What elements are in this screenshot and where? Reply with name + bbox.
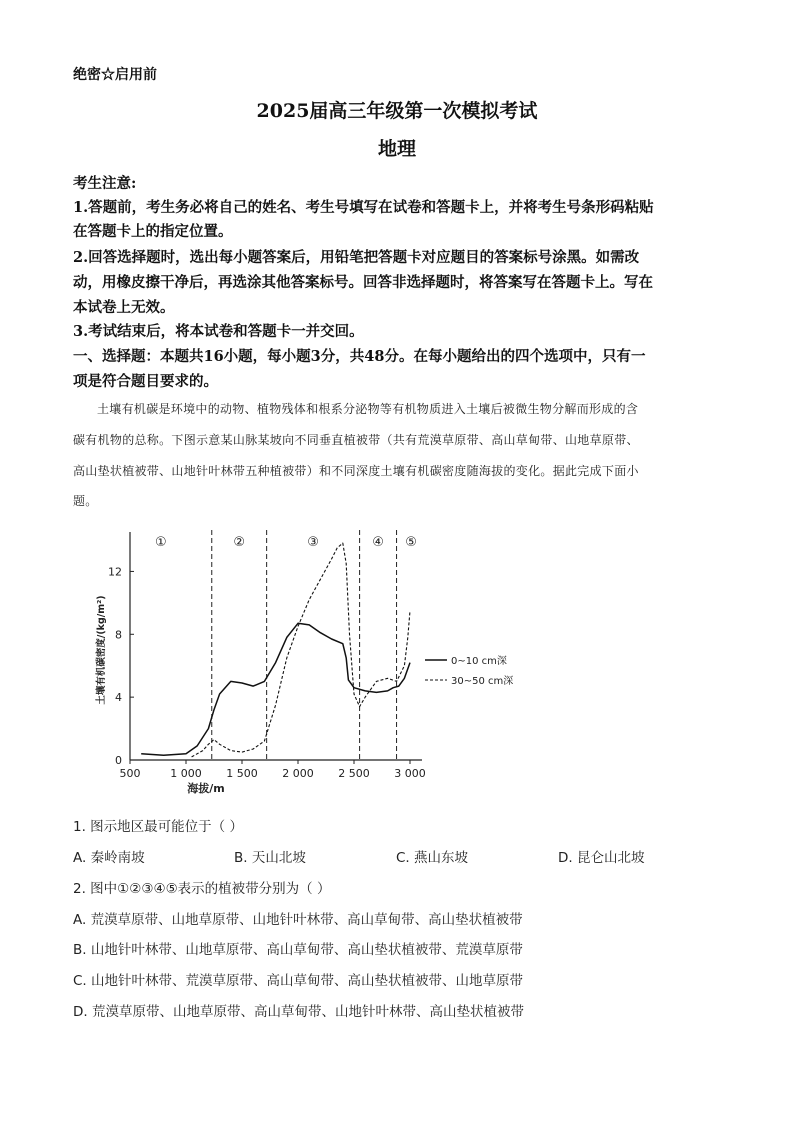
- q1-option-c[interactable]: C. 燕山东坡: [396, 850, 469, 866]
- subject-title: 地理: [377, 138, 416, 160]
- exam-title: 2025届高三年级第一次模拟考试: [256, 100, 538, 122]
- notice-line: 动，用橡皮擦干净后，再选涂其他答案标号。回答非选择题时，将答案写在答题卡上。写在: [73, 274, 653, 291]
- section-heading: 项是符合题目要求的。: [73, 373, 218, 390]
- y-tick-label: 4: [115, 691, 122, 705]
- soil-carbon-chart: [80, 520, 530, 810]
- section-heading: 一、选择题：本题共16小题，每小题3分，共48分。在每小题给出的四个选项中，只有一: [73, 348, 646, 365]
- y-tick-label: 8: [115, 628, 122, 642]
- zone-label: ④: [372, 535, 384, 550]
- y-axis-label: 土壤有机碳密度/(kg/m²): [96, 595, 107, 705]
- notice-line: 2.回答选择题时，选出每小题答案后，用铅笔把答题卡对应题目的答案标号涂黑。如需改: [73, 249, 640, 266]
- q2-option-c[interactable]: C. 山地针叶林带、荒漠草原带、高山草甸带、高山垫状植被带、山地草原带: [73, 973, 524, 989]
- passage-line: 高山垫状植被带、山地针叶林带五种植被带）和不同深度土壤有机碳密度随海拔的变化。据此完成下面小: [73, 464, 639, 478]
- x-tick-label: 3 000: [394, 767, 426, 780]
- q1-option-b[interactable]: B. 天山北坡: [234, 850, 306, 866]
- zone-label: ③: [307, 535, 319, 550]
- q1-option-a[interactable]: A. 秦岭南坡: [73, 850, 145, 866]
- notice-line: 在答题卡上的指定位置。: [73, 223, 233, 240]
- legend-label: 0~10 cm深: [451, 656, 507, 667]
- x-tick-label: 2 000: [282, 767, 314, 780]
- y-tick-label: 12: [108, 565, 122, 579]
- question-1-stem: 1. 图示地区最可能位于（ ）: [73, 819, 243, 835]
- notice-heading: 考生注意:: [73, 175, 137, 192]
- legend-label: 30~50 cm深: [451, 676, 514, 687]
- y-tick-label: 0: [115, 754, 122, 767]
- q2-option-d[interactable]: D. 荒漠草原带、山地草原带、高山草甸带、山地针叶林带、高山垫状植被带: [73, 1004, 524, 1020]
- passage-line: 土壤有机碳是环境中的动物、植物残体和根系分泌物等有机物质进入土壤后被微生物分解而形成的含: [97, 402, 639, 416]
- q2-option-b[interactable]: B. 山地针叶林带、山地草原带、高山草甸带、高山垫状植被带、荒漠草原带: [73, 942, 523, 958]
- zone-label: ②: [233, 535, 246, 550]
- notice-line: 1.答题前，考生务必将自己的姓名、考生号填写在试卷和答题卡上，并将考生号条形码粘贴: [73, 199, 654, 216]
- series-line: [192, 543, 410, 757]
- question-2-stem: 2. 图中①②③④⑤表示的植被带分别为（ ）: [73, 881, 331, 897]
- passage-line: 题。: [73, 494, 98, 508]
- x-tick-label: 1 500: [226, 767, 258, 780]
- series-line: [141, 623, 410, 755]
- confidential-mark: 绝密☆启用前: [73, 67, 157, 83]
- passage-line: 碳有机物的总称。下图示意某山脉某坡向不同垂直植被带（共有荒漠草原带、高山草甸带、山地草原带、: [73, 433, 639, 447]
- zone-label: ⑤: [405, 535, 417, 550]
- x-axis-label: 海拔/m: [187, 782, 225, 795]
- notice-line: 3.考试结束后，将本试卷和答题卡一并交回。: [73, 323, 364, 340]
- zone-label: ①: [155, 535, 167, 550]
- x-tick-label: 2 500: [338, 767, 370, 780]
- notice-line: 本试卷上无效。: [73, 299, 175, 316]
- x-tick-label: 500: [119, 767, 141, 780]
- q1-option-d[interactable]: D. 昆仑山北坡: [558, 850, 645, 866]
- q2-option-a[interactable]: A. 荒漠草原带、山地草原带、山地针叶林带、高山草甸带、高山垫状植被带: [73, 912, 523, 928]
- x-tick-label: 1 000: [170, 767, 202, 780]
